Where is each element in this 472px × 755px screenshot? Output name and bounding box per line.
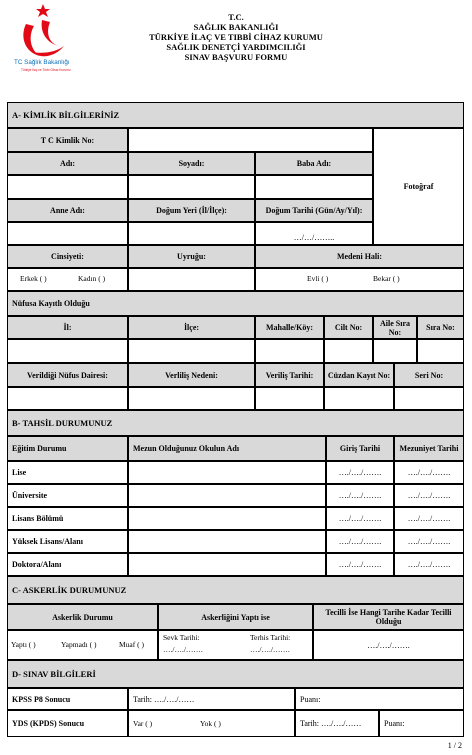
section-d-title: D- SINAV BİLGİLERİ — [7, 660, 464, 688]
edu-giris-field[interactable]: …./…./……. — [326, 530, 394, 553]
evli-option[interactable]: Evli ( ) — [307, 274, 329, 283]
crescent-icon — [23, 24, 40, 56]
sevk-label: Sevk Tarihi: — [163, 633, 200, 642]
section-c-title: C- ASKERLİK DURUMUNUZ — [7, 576, 464, 604]
verilis-tarihi-label: Veriliş Tarihi: — [255, 363, 324, 387]
header-dept: SAĞLIK DENETÇİ YARDIMCILIĞI — [166, 42, 306, 52]
edu-mezuniyet-field[interactable]: …./…./……. — [394, 530, 464, 553]
yds-label: YDS (KPDS) Sonucu — [7, 710, 128, 737]
section-b-title: B- TAHSİL DURUMUNUZ — [7, 410, 464, 436]
verildigi-field[interactable] — [7, 387, 128, 410]
terhis-date[interactable]: …./…./……. — [250, 645, 290, 654]
edu-row-label: Üniversite — [7, 484, 128, 507]
photo-box: Fotoğraf — [373, 128, 464, 245]
bekar-option[interactable]: Bekar ( ) — [373, 274, 400, 283]
tc-label: T C Kimlik No: — [7, 128, 128, 152]
yds-date-field[interactable]: Tarih: …./…./…… — [295, 710, 379, 737]
verilis-nedeni-label: Verliliş Nedeni: — [128, 363, 255, 387]
askerlik-col: Askerlik Durumu — [7, 604, 158, 630]
cuzdan-label: Cüzdan Kayıt No: — [324, 363, 394, 387]
il-field[interactable] — [7, 339, 128, 363]
edu-giris-field[interactable]: …./…./……. — [326, 553, 394, 576]
edu-mezuniyet-field[interactable]: …./…./……. — [394, 553, 464, 576]
verildigi-label: Verildiği Nüfus Dairesi: — [7, 363, 128, 387]
star-icon — [36, 4, 50, 17]
section-a-title: A- KİMLİK BİLGİLERİNİZ — [7, 102, 464, 128]
sira-field[interactable] — [417, 339, 464, 363]
soyadi-label: Soyadı: — [128, 152, 255, 175]
baba-label: Baba Adı: — [255, 152, 373, 175]
anne-field[interactable] — [7, 222, 128, 245]
medeni-label: Medeni Hali: — [255, 245, 464, 268]
dogum-tarihi-field[interactable]: …/…/…….. — [255, 222, 373, 245]
edu-school-field[interactable] — [128, 553, 326, 576]
ilce-label: İlçe: — [128, 316, 255, 339]
tecilli-col: Tecilli İse Hangi Tarihe Kadar Tecilli Olduğu — [313, 604, 464, 630]
ilce-field[interactable] — [128, 339, 255, 363]
seri-label: Seri No: — [394, 363, 464, 387]
edu-school-field[interactable] — [128, 530, 326, 553]
sira-label: Sıra No: — [417, 316, 464, 339]
okul-col: Mezun Olduğunuz Okulun Adı — [128, 436, 326, 461]
logo-brand: TC Sağlık Bakanlığı — [14, 59, 70, 66]
aile-sira-label: Aile Sıra No: — [373, 316, 417, 339]
soyadi-field[interactable] — [128, 175, 255, 199]
edu-giris-field[interactable]: …./…./……. — [326, 461, 394, 484]
header-agency: TÜRKİYE İLAÇ VE TIBBİ CİHAZ KURUMU — [149, 32, 323, 42]
var-option[interactable]: Var ( ) — [133, 719, 153, 728]
yds-score-field[interactable]: Puanı: — [379, 710, 464, 737]
header-tc: T.C. — [228, 12, 244, 22]
kpss-label: KPSS P8 Sonucu — [7, 688, 128, 710]
mahalle-field[interactable] — [255, 339, 324, 363]
erkek-option[interactable]: Erkek ( ) — [20, 274, 47, 283]
edu-row-label: Lise — [7, 461, 128, 484]
tc-field[interactable] — [128, 128, 373, 152]
cuzdan-field[interactable] — [324, 387, 394, 410]
medeni-field — [255, 268, 464, 291]
tecilli-field[interactable]: …./…./……. — [313, 630, 464, 660]
yapti-ise-col: Askerliğini Yaptı ise — [158, 604, 313, 630]
seri-field[interactable] — [394, 387, 464, 410]
verilis-nedeni-field[interactable] — [128, 387, 255, 410]
egitim-col: Eğitim Durumu — [7, 436, 128, 461]
header-ministry: SAĞLIK BAKANLIĞI — [193, 22, 279, 32]
uyruk-label: Uyruğu: — [128, 245, 255, 268]
dogum-yeri-label: Doğum Yeri (İl/İlçe): — [128, 199, 255, 222]
yok-option[interactable]: Yok ( ) — [200, 719, 221, 728]
edu-mezuniyet-field[interactable]: …./…./……. — [394, 484, 464, 507]
edu-row-label: Doktora/Alanı — [7, 553, 128, 576]
edu-row-label: Yüksek Lisans/Alanı — [7, 530, 128, 553]
sevk-date[interactable]: …./…./……. — [163, 645, 203, 654]
verilis-tarihi-field[interactable] — [255, 387, 324, 410]
anne-label: Anne Adı: — [7, 199, 128, 222]
edu-school-field[interactable] — [128, 461, 326, 484]
yapmadi-option[interactable]: Yapmadı ( ) — [61, 640, 97, 649]
uyruk-field[interactable] — [128, 268, 255, 291]
kadin-option[interactable]: Kadın ( ) — [78, 274, 106, 283]
dogum-yeri-field[interactable] — [128, 222, 255, 245]
cilt-field[interactable] — [324, 339, 373, 363]
giris-col: Giriş Tarihi — [326, 436, 394, 461]
yapti-option[interactable]: Yaptı ( ) — [11, 640, 36, 649]
edu-row-label: Lisans Bölümü — [7, 507, 128, 530]
logo-subtitle: Türkiye İlaç ve Tıbbi Cihaz Kurumu — [21, 68, 71, 72]
terhis-label: Terhis Tarihi: — [250, 633, 291, 642]
edu-school-field[interactable] — [128, 507, 326, 530]
ad-field[interactable] — [7, 175, 128, 199]
edu-giris-field[interactable]: …./…./……. — [326, 507, 394, 530]
cinsiyet-label: Cinsiyeti: — [7, 245, 128, 268]
nufus-header: Nüfusa Kayıtlı Olduğu — [7, 291, 464, 316]
edu-giris-field[interactable]: …./…./……. — [326, 484, 394, 507]
page-number: 1 / 2 — [447, 741, 462, 750]
page-title: SINAV BAŞVURU FORMU — [184, 52, 288, 62]
edu-mezuniyet-field[interactable]: …./…./……. — [394, 461, 464, 484]
edu-mezuniyet-field[interactable]: …./…./……. — [394, 507, 464, 530]
edu-school-field[interactable] — [128, 484, 326, 507]
dogum-tarihi-label: Doğum Tarihi (Gün/Ay/Yıl): — [255, 199, 373, 222]
muaf-option[interactable]: Muaf ( ) — [119, 640, 144, 649]
kpss-date-field[interactable]: Tarih: …./…./…… — [128, 688, 295, 710]
cilt-label: Cilt No: — [324, 316, 373, 339]
mahalle-label: Mahalle/Köy: — [255, 316, 324, 339]
ministry-logo — [12, 2, 82, 78]
mezuniyet-col: Mezuniyet Tarihi — [394, 436, 464, 461]
kpss-score-field[interactable]: Puanı: — [295, 688, 464, 710]
ad-label: Adı: — [7, 152, 128, 175]
il-label: İl: — [7, 316, 128, 339]
baba-field[interactable] — [255, 175, 373, 199]
aile-sira-field[interactable] — [373, 339, 417, 363]
